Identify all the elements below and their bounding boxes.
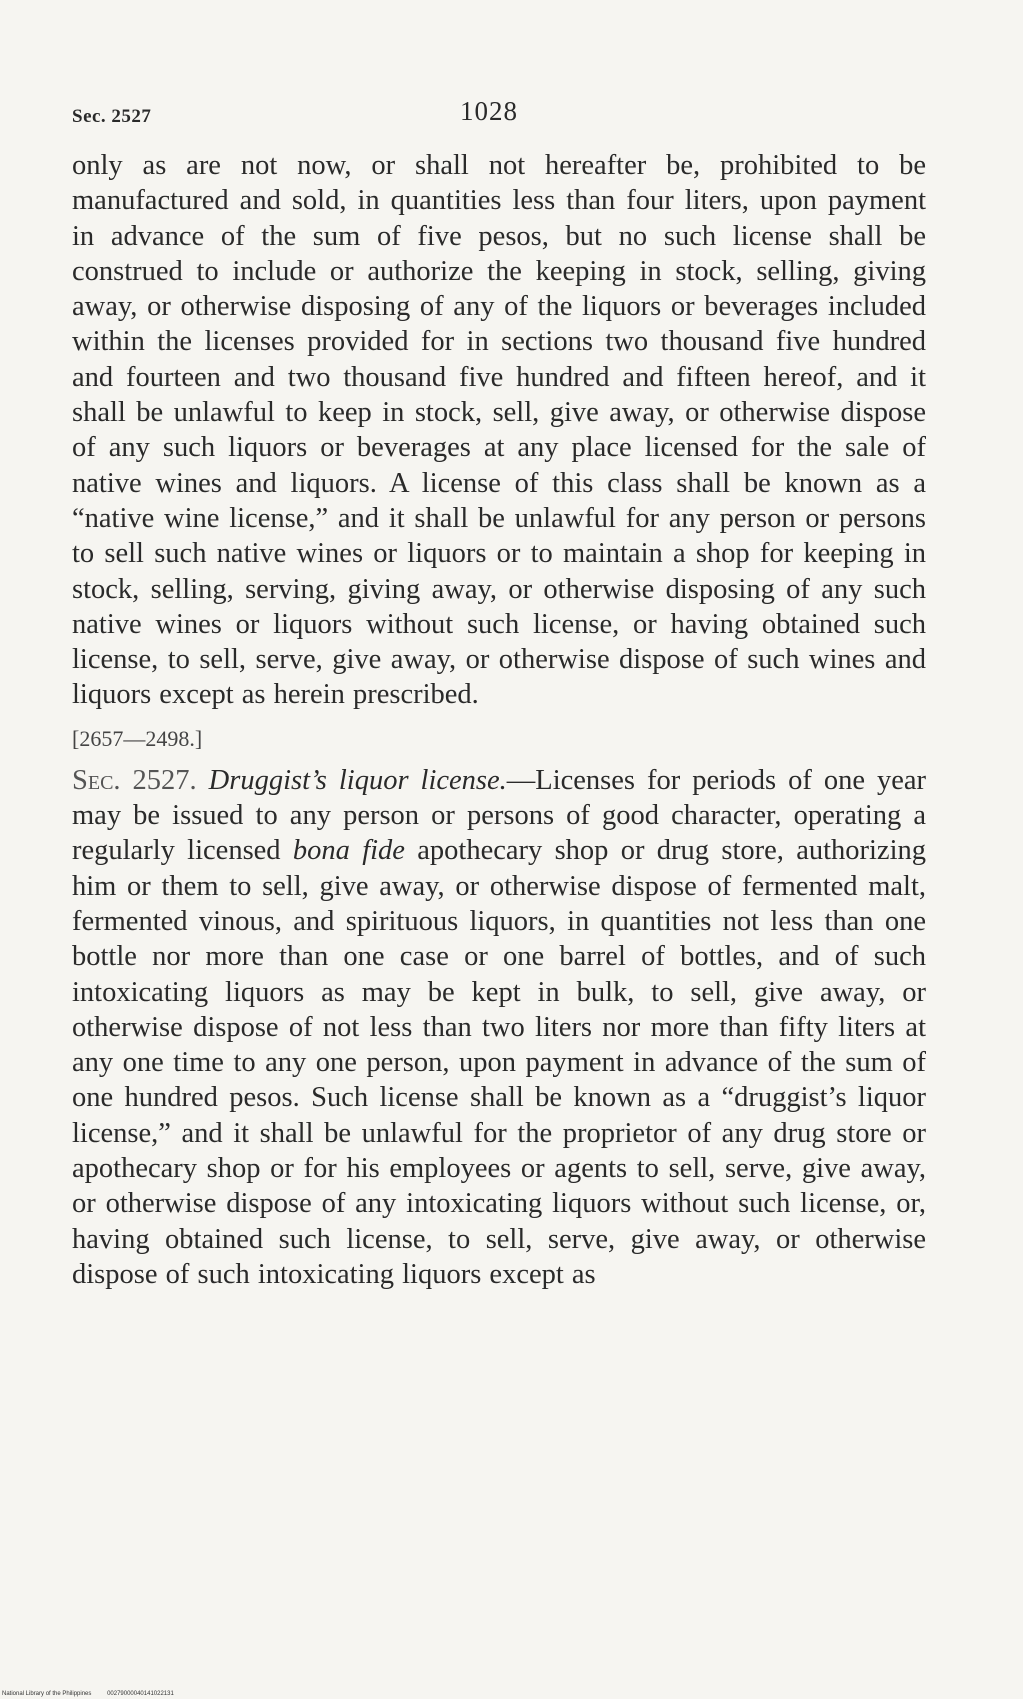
- section-2527-paragraph: [72, 763, 926, 1292]
- page-number: 1028: [460, 96, 518, 126]
- citation: [2657—2498.]: [72, 725, 203, 751]
- page-body: [72, 148, 926, 1292]
- section-text-part-2: apothecary shop or drug store, authorizing him or them to sell, give away, or otherwise dispose of fermented malt, fermented vinous, and spirituous liquors, in quantities not less than one bottle nor more than one case or one barrel of bottles, and of such intoxicating liquors as may be kept in bulk, to sell, give away, or otherwise dispose of not less than two liters nor more than fifty liters at any one time to any one person, upon payment in advance of the sum of one hundred pesos. Such license shall be known as a “druggist’s liquor license,” and it shall be unlawful for the proprietor of any drug store or apothecary shop or for his employees or agents to sell, serve, give away, or otherwise dispose of any intoxicating liquors without such license, or, having obtained such license, to sell, serve, give away, or otherwise dispose of such intoxicating liquors except as: [72, 835, 926, 1290]
- section-text-part-1: Licenses for periods of one year may be issued to any person or persons of good character, operating a regularly licensed: [72, 764, 926, 867]
- scan-identifier: 00279000040141022131: [107, 1691, 174, 1697]
- section-title: Druggist’s liquor license.: [208, 764, 507, 796]
- page-header: [72, 96, 926, 136]
- section-abbrev: Sec.: [72, 764, 121, 796]
- scan-footer: [2, 1691, 174, 1697]
- continued-paragraph: only as are not now, or shall not hereafter be, prohibited to be manufactured and sold, in quantities less than four liters, upon payment in advance of the sum of five pesos, but no such license shall be construed to include or authorize the keeping in stock, selling, giving away, or otherwise disposing of any of the liquors or beverages included within the licenses provided for in sections two thousand five hundred and fourteen and two thousand five hundred and fifteen hereof, and it shall be unlawful to keep in stock, sell, give away, or otherwise dispose of any such liquors or beverages at any place licensed for the sale of native wines and liquors. A license of this class shall be known as a “native wine license,” and it shall be unlawful for any person or persons to sell such native wines or liquors or to maintain a shop for keeping in stock, selling, serving, giving away, or otherwise disposing of any such native wines or liquors without such license, or having obtained such license, to sell, serve, give away, or otherwise dispose of such wines and liquors except as herein prescribed.: [72, 150, 926, 711]
- library-credit: National Library of the Philippines: [2, 1691, 92, 1697]
- section-dash: —: [506, 764, 536, 796]
- bona-fide-term: bona fide: [292, 835, 405, 867]
- running-section-label: Sec. 2527: [72, 106, 152, 127]
- section-number: 2527.: [132, 764, 197, 796]
